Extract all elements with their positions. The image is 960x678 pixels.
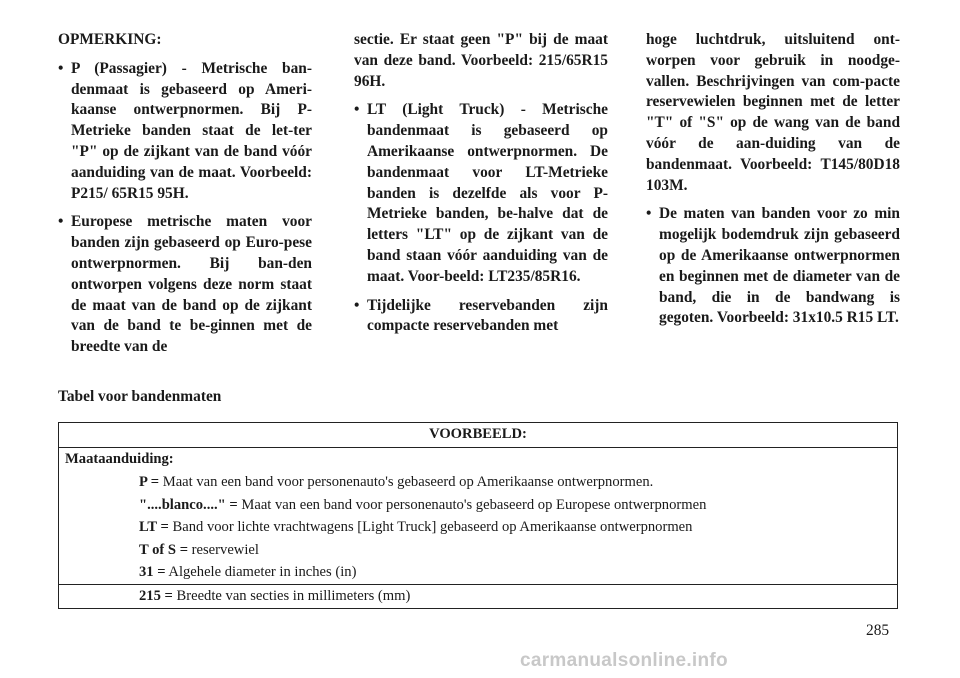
temporary-spare-continuation: hoge luchtdruk, uitsluitend ont-worpen voor gebruik in noodge-vallen. Beschrijvingen van com-pacte reservewielen beginnen met de letter "T" of "S" op de wang van de band vóór de aan-duiding van de bandenmaat. Voorbeeld: T145/80D18 103M. [646, 31, 900, 194]
table-row [59, 494, 897, 517]
watermark: carmanualsonline.info [520, 650, 728, 671]
row-text: reservewiel [188, 541, 259, 558]
euro-metric-continuation: sectie. Er staat geen "P" bij de maat van deze band. Voorbeeld: 215/65R15 96H. [354, 31, 608, 90]
table-label: Maataanduiding: [65, 451, 174, 467]
row-text: Maat van een band voor personenauto's gebaseerd op Amerikaanse ontwerpnormen. [159, 474, 654, 490]
table-row [59, 584, 897, 608]
row-key: P = [139, 474, 160, 490]
bullet-flotation-sizes: • De maten van banden voor zo min mogelijk bodemdruk zijn gebaseerd op de Amerikaanse ontwerpnormen en beginnen met de diameter van de band, die in de bandwang is gegoten. Voorbeeld: 31x10.5 R15 LT. [646, 204, 900, 329]
bullet-euro-metric: • Europese metrische maten voor banden zijn gebaseerd op Euro-pese ontwerpnormen. Bij ban-den ontworpen volgens deze norm staat de maat van de band op de zijkant van de band te be-ginnen met de breedte van de [58, 212, 312, 358]
table-row [59, 471, 897, 494]
row-text: Band voor lichte vrachtwagens [Light Truck] gebaseerd op Amerikaanse ontwerpnormen [168, 519, 693, 536]
row-key: LT = [139, 519, 169, 536]
table-row [59, 561, 897, 584]
bullet-lt-metric: • LT (Light Truck) - Metrische bandenmaat is gebaseerd op Amerikaanse ontwerpnormen. De bandenmaat voor LT-Metrieke banden is dezelfde als voor P-Metrieke banden, be-halve dat de letters "LT" op de zijkant van de band staan vóór aanduiding van de maat. Voor-beeld: LT235/85R16. [354, 100, 608, 287]
table-header: VOORBEELD: [59, 423, 897, 448]
row-text: Breedte van secties in millimeters (mm) [172, 587, 411, 604]
row-key: "....blanco...." = [139, 496, 238, 513]
table-title: Tabel voor bandenmaten [58, 388, 222, 405]
text-column-1 [58, 30, 312, 366]
bullet-p-metric: • P (Passagier) - Metrische ban-denmaat is gebaseerd op Ameri-kaanse ontwerpnormen. Bij P-Metrieke banden staat de let-ter "P" op de zijkant van de band vóór aanduiding van de maat. Voorbeeld: P215/ 65R15 95H. [58, 59, 312, 205]
text-column-3 [646, 30, 900, 337]
row-key: 215 = [139, 587, 173, 604]
row-key: T of S = [139, 541, 189, 558]
page-number: 285 [866, 622, 890, 639]
table-row [59, 516, 897, 539]
text-column-2 [354, 30, 608, 345]
row-text: Algehele diameter in inches (in) [165, 564, 357, 581]
note-heading: OPMERKING: [58, 31, 162, 48]
table-row [59, 539, 897, 562]
row-text: Maat van een band voor personenauto's gebaseerd op Europese ontwerpnormen [237, 496, 707, 513]
row-key: 31 = [139, 564, 166, 581]
bullet-temporary-spare: • Tijdelijke reservebanden zijn compacte reservebanden met [354, 296, 608, 338]
tire-size-table [58, 422, 898, 609]
